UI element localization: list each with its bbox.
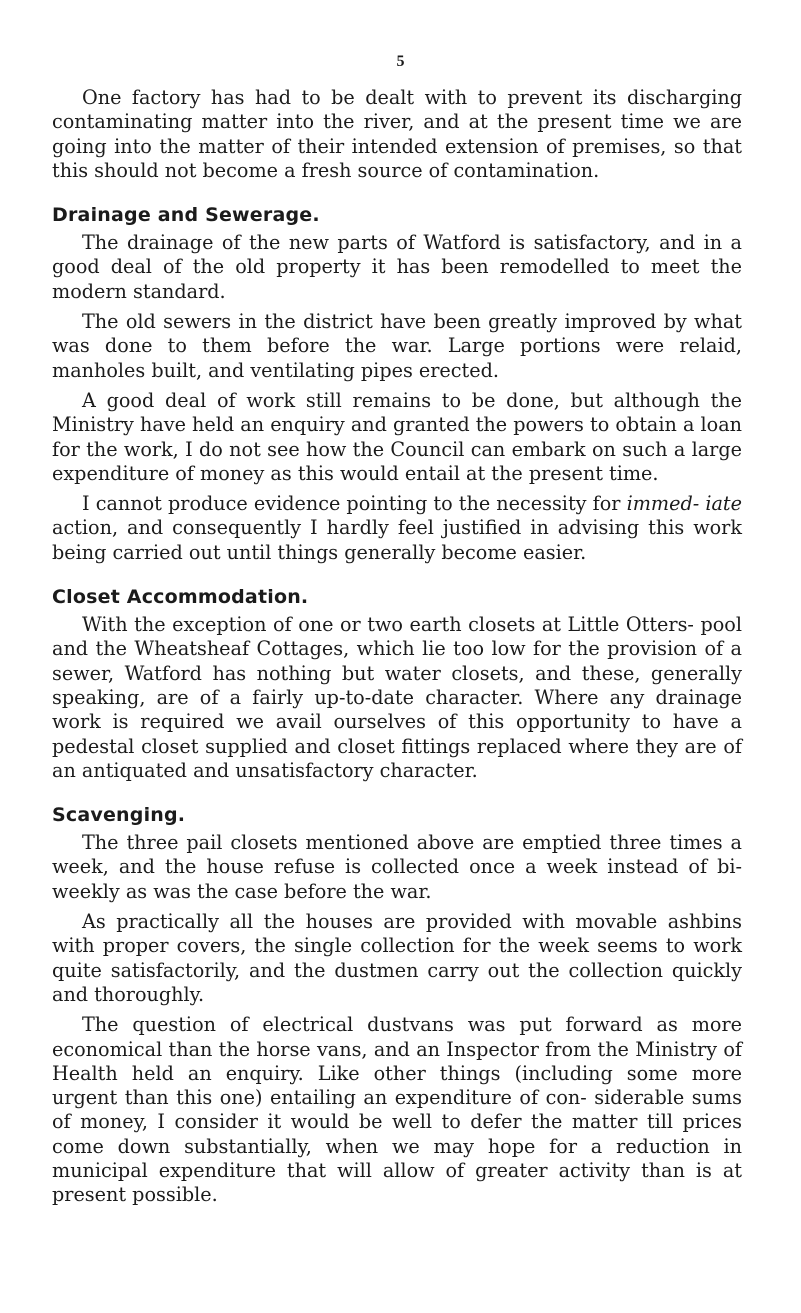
section-heading-closet: Closet Accommodation. xyxy=(52,586,309,609)
scavenging-paragraph-3: The question of electrical dustvans was put forward as more economical than the horse vans, and an Inspector from the Ministry of Health held an enquiry. Like other things (including some more urgent than this one) entailing an expenditure of con- siderable sums of money, I consider it would be well to defer the matter till prices come down substantially, when we may hope for a reduction in municipal expenditure that will allow of greater activity than is at present possible. xyxy=(52,1013,742,1207)
drainage-paragraph-1: The drainage of the new parts of Watford is satisfactory, and in a good deal of the old property it has been remodelled to meet the modern standard. xyxy=(52,231,742,303)
scavenging-paragraph-1: The three pail closets mentioned above are emptied three times a week, and the house refuse is collected once a week instead of bi-weekly as was the case before the war. xyxy=(52,831,742,903)
drainage-paragraph-2: The old sewers in the district have been greatly improved by what was done to them before the war. Large portions were relaid, manholes built, and ventilating pipes erected. xyxy=(52,310,742,382)
closet-paragraph-1: With the exception of one or two earth closets at Little Otters- pool and the Wheatsheaf Cottages, which lie too low for the provision of a sewer, Watford has nothing but water closets, and these, generally speaking, are of a fairly up-to-date character. Where any drainage work is required we avail ourselves of this opportunity to have a pedestal closet supplied and closet fittings replaced where they are of an antiquated and unsatisfactory character. xyxy=(52,613,742,782)
drainage-paragraph-4-emphasis: immed- iate xyxy=(626,492,742,516)
scavenging-paragraph-2: As practically all the houses are provided with movable ashbins with proper covers, the single collection for the week seems to work quite satisfactorily, and the dustmen carry out the collection quickly and thoroughly. xyxy=(52,910,742,1006)
document-body xyxy=(52,86,742,1208)
drainage-paragraph-4 xyxy=(52,492,742,565)
drainage-paragraph-3: A good deal of work still remains to be done, but although the Ministry have held an enquiry and granted the powers to obtain a loan for the work, I do not see how the Council can embark on such a large expenditure of money as this would entail at the present time. xyxy=(52,388,742,485)
section-heading-drainage: Drainage and Sewerage. xyxy=(52,204,320,227)
drainage-paragraph-4-start: I cannot produce evidence pointing to the necessity for xyxy=(82,492,627,516)
page-number-wrapper xyxy=(0,54,801,72)
drainage-paragraph-4-end: action, and consequently I hardly feel justified in advising this work being carried out until things generally become easier. xyxy=(52,516,742,564)
section-heading-scavenging: Scavenging. xyxy=(52,804,186,827)
page-number: 5 xyxy=(396,53,405,70)
intro-paragraph: One factory has had to be dealt with to prevent its discharging contaminating matter into the river, and at the present time we are going into the matter of their intended extension of premises, so that this should not become a fresh source of contamination. xyxy=(52,86,742,182)
